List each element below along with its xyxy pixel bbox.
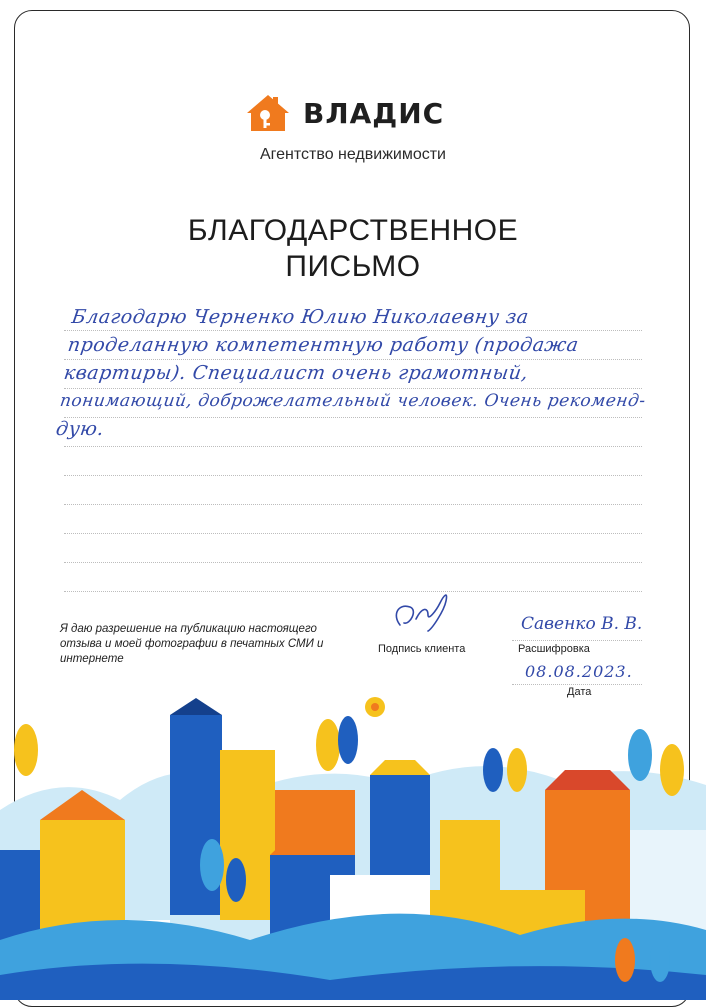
name-label: Расшифровка: [518, 643, 590, 655]
publication-consent: Я даю разрешение на публикацию настоящего отзыва и моей фотографии в печатных СМИ и интернете: [60, 623, 324, 665]
date-label: Дата: [567, 686, 592, 698]
message-line: понимающий, доброжелательный человек. Очень рекоменд-: [58, 391, 647, 411]
company-name: ВЛАДИС: [303, 96, 445, 130]
handwritten-message: [54, 303, 674, 443]
signature-label: Подпись клиента: [378, 643, 466, 655]
message-line: дую.: [54, 418, 106, 440]
date-underline: [512, 684, 642, 685]
title-line-2: ПИСЬМО: [285, 250, 421, 283]
date-handwritten: 08.08.2023.: [525, 662, 633, 681]
client-name-handwritten: Савенко В. В.: [521, 614, 643, 634]
company-logo: [245, 93, 444, 133]
name-underline: [512, 640, 642, 641]
message-line: квартиры). Специалист очень грамотный,: [62, 362, 530, 384]
message-line: Благодарю Черненко Юлию Николаевну за: [70, 306, 531, 328]
company-tagline: Агентство недвижимости: [260, 146, 446, 163]
document-title: [0, 213, 706, 285]
message-line: проделанную компетентную работу (продажа: [66, 334, 581, 356]
house-key-icon: [245, 93, 291, 133]
client-signature: [388, 585, 458, 635]
city-illustration: [0, 690, 706, 1000]
title-line-1: БЛАГОДАРСТВЕННОЕ: [187, 214, 519, 247]
